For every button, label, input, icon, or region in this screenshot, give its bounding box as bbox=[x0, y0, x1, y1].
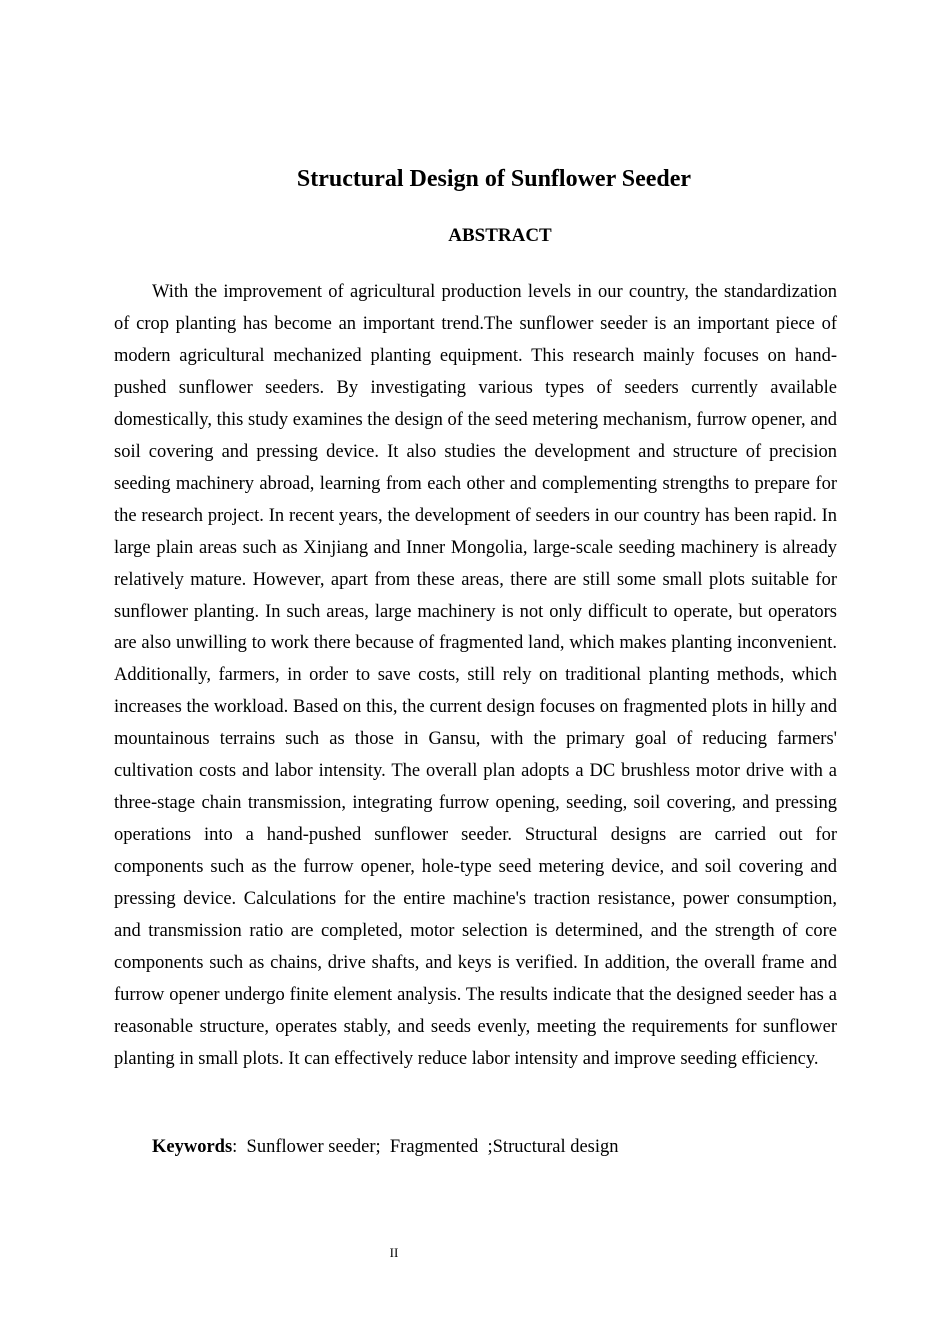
keywords-line bbox=[152, 1132, 619, 1162]
abstract-heading: ABSTRACT bbox=[448, 225, 552, 246]
abstract-body: With the improvement of agricultural production levels in our country, the standardization of crop planting has become an important trend.The sunflower seeder is an important piece of modern agricultural mechanized planting equipment. This research mainly focuses on hand-pushed sunflower seeders. By investigating various types of seeders currently available domestically, this study examines the design of the seed metering mechanism, furrow opener, and soil covering and pressing device. It also studies the development and structure of precision seeding machinery abroad, learning from each other and complementing strengths to prepare for the research project. In recent years, the development of seeders in our country has been rapid. In large plain areas such as Xinjiang and Inner Mongolia, large-scale seeding machinery is already relatively mature. However, apart from these areas, there are still some small plots suitable for sunflower planting. In such areas, large machinery is not only difficult to operate, but operators are also unwilling to work there because of fragmented land, which makes planting inconvenient. Additionally, farmers, in order to save costs, still rely on traditional planting methods, which increases the workload. Based on this, the current design focuses on fragmented plots in hilly and mountainous terrains such as those in Gansu, with the primary goal of reducing farmers' cultivation costs and labor intensity. The overall plan adopts a DC brushless motor drive with a three-stage chain transmission, integrating furrow opening, seeding, soil covering, and pressing operations into a hand-pushed sunflower seeder. Structural designs are carried out for components such as the furrow opener, hole-type seed metering device, and soil covering and pressing device. Calculations for the entire machine's traction resistance, power consumption, and transmission ratio are completed, motor selection is determined, and the strength of core components such as chains, drive shafts, and keys is verified. In addition, the overall frame and furrow opener undergo finite element analysis. The results indicate that the designed seeder has a reasonable structure, operates stably, and seeds evenly, meeting the requirements for sunflower planting in small plots. It can effectively reduce labor intensity and improve seeding efficiency. bbox=[114, 282, 837, 1069]
paper-title: Structural Design of Sunflower Seeder bbox=[296, 166, 692, 192]
keywords-label: Keywords bbox=[152, 1137, 233, 1157]
page-number: II bbox=[389, 1245, 399, 1260]
keywords-text: : Sunflower seeder; Fragmented ;Structural design bbox=[232, 1137, 619, 1157]
